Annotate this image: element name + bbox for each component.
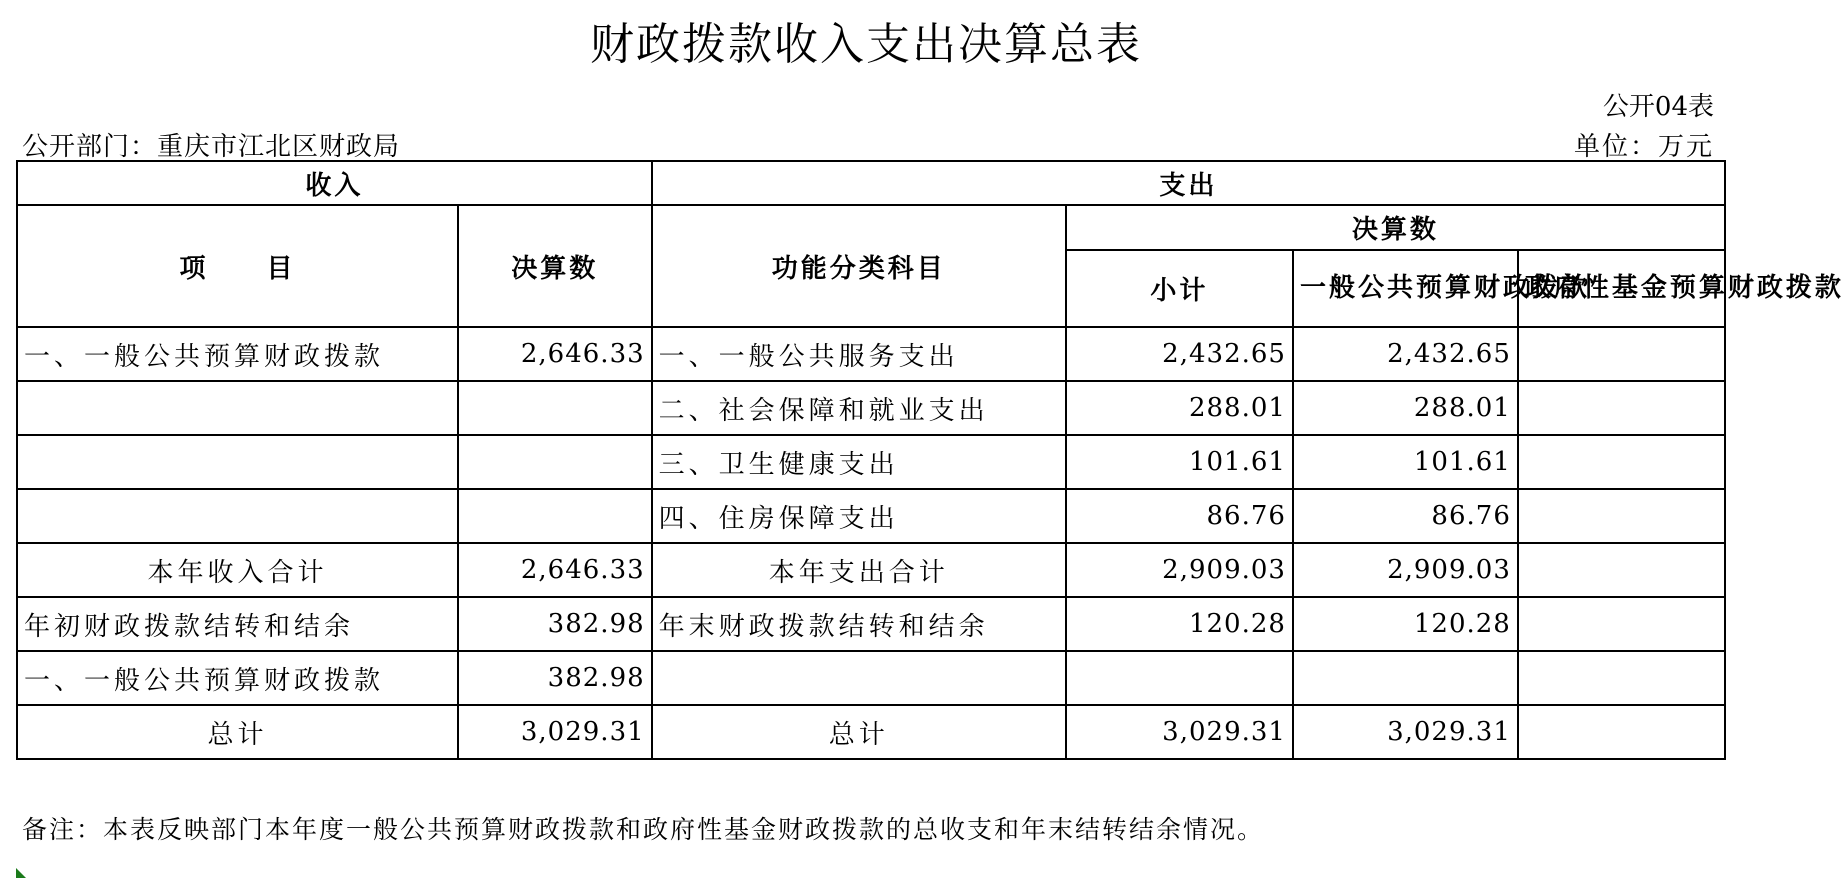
expense-item (652, 651, 1066, 705)
table-row (17, 435, 1725, 489)
income-header: 收入 (17, 161, 652, 205)
subtotal-value: 120.28 (1066, 597, 1293, 651)
final-amount-header: 决算数 (1066, 205, 1725, 250)
gov-fund-value (1518, 651, 1725, 705)
income-amount: 2,646.33 (458, 327, 652, 381)
income-item: 一、一般公共预算财政拨款 (17, 327, 458, 381)
income-item: 年初财政拨款结转和结余 (17, 597, 458, 651)
department-label: 公开部门：重庆市江北区财政局 (22, 132, 401, 162)
general-budget-header: 一般公共预算财政拨款 (1293, 250, 1518, 327)
table-row (17, 381, 1725, 435)
gov-fund-value (1518, 543, 1725, 597)
gov-fund-value (1518, 435, 1725, 489)
general-budget-value: 120.28 (1293, 597, 1518, 651)
table-row-grand-total (17, 705, 1725, 759)
income-amount: 382.98 (458, 597, 652, 651)
income-amount: 2,646.33 (458, 543, 652, 597)
income-item: 总计 (17, 705, 458, 759)
cell-corner-marker (16, 868, 26, 878)
general-budget-value: 2,432.65 (1293, 327, 1518, 381)
table-row (17, 327, 1725, 381)
subtotal-value: 2,909.03 (1066, 543, 1293, 597)
income-item (17, 435, 458, 489)
expense-header: 支出 (652, 161, 1725, 205)
income-item: 一、一般公共预算财政拨款 (17, 651, 458, 705)
subtotal-header: 小计 (1066, 250, 1293, 327)
income-amount (458, 381, 652, 435)
expense-item: 四、住房保障支出 (652, 489, 1066, 543)
item-header: 项 目 (17, 205, 458, 327)
income-amount: 3,029.31 (458, 705, 652, 759)
func-category-header: 功能分类科目 (652, 205, 1066, 327)
income-item: 本年收入合计 (17, 543, 458, 597)
footnote: 备注：本表反映部门本年度一般公共预算财政拨款和政府性基金财政拨款的总收支和年末结转结余情况。 (22, 815, 1265, 844)
expense-item: 年末财政拨款结转和结余 (652, 597, 1066, 651)
page-title: 财政拨款收入支出决算总表 (590, 19, 1142, 70)
gov-fund-header: 政府性基金预算财政拨款 (1518, 250, 1725, 327)
gov-fund-value (1518, 327, 1725, 381)
general-budget-value: 288.01 (1293, 381, 1518, 435)
subtotal-value (1066, 651, 1293, 705)
expense-item: 二、社会保障和就业支出 (652, 381, 1066, 435)
income-item (17, 489, 458, 543)
unit-label: 单位：万元 (1573, 132, 1714, 162)
general-budget-value: 101.61 (1293, 435, 1518, 489)
gov-fund-value (1518, 381, 1725, 435)
subtotal-value: 101.61 (1066, 435, 1293, 489)
general-budget-value: 86.76 (1293, 489, 1518, 543)
general-budget-value: 3,029.31 (1293, 705, 1518, 759)
expense-item: 本年支出合计 (652, 543, 1066, 597)
subtotal-value: 86.76 (1066, 489, 1293, 543)
general-budget-value (1293, 651, 1518, 705)
budget-table (16, 160, 1844, 760)
subtotal-value: 288.01 (1066, 381, 1293, 435)
income-amount (458, 435, 652, 489)
table-row (17, 489, 1725, 543)
expense-item: 三、卫生健康支出 (652, 435, 1066, 489)
subtotal-value: 3,029.31 (1066, 705, 1293, 759)
income-amount: 382.98 (458, 651, 652, 705)
expense-item: 一、一般公共服务支出 (652, 327, 1066, 381)
gov-fund-value (1518, 597, 1725, 651)
amount-header: 决算数 (458, 205, 652, 327)
table-row (17, 597, 1725, 651)
gov-fund-value (1518, 489, 1725, 543)
gov-fund-value (1518, 705, 1725, 759)
expense-item: 总计 (652, 705, 1066, 759)
general-budget-value: 2,909.03 (1293, 543, 1518, 597)
table-row (17, 651, 1725, 705)
form-number: 公开04表 (1602, 92, 1714, 122)
table-row-year-total (17, 543, 1725, 597)
income-item (17, 381, 458, 435)
income-amount (458, 489, 652, 543)
subtotal-value: 2,432.65 (1066, 327, 1293, 381)
